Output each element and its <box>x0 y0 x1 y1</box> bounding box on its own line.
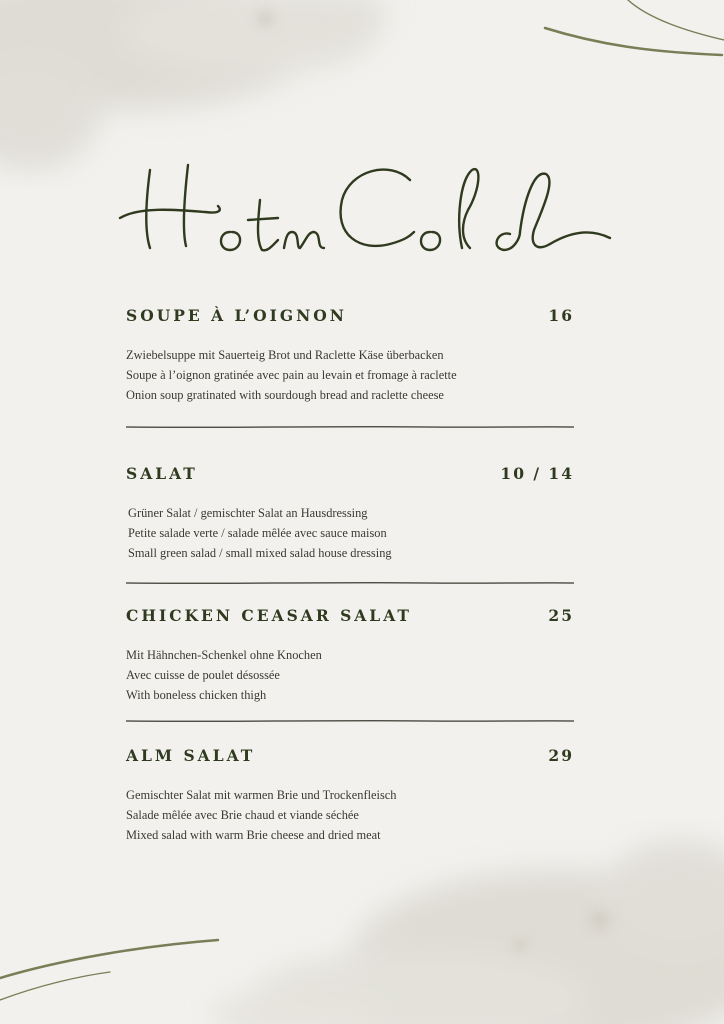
item-name: CHICKEN CEASAR SALAT <box>126 606 412 625</box>
bottom-right-wash <box>210 840 724 1024</box>
description-line-de: Grüner Salat / gemischter Salat an Hausdressing <box>128 506 368 520</box>
item-price: 25 <box>548 606 574 625</box>
item-description <box>126 503 574 563</box>
description-line-en: Onion soup gratinated with sourdough bread and raclette cheese <box>126 388 444 402</box>
divider <box>126 424 574 430</box>
menu-item <box>126 306 574 405</box>
description-line-en: Small green salad / small mixed salad house dressing <box>128 546 392 560</box>
description-line-fr: Salade mêlée avec Brie chaud et viande séchée <box>126 808 359 822</box>
item-description <box>126 645 574 705</box>
description-line-fr: Soupe à l’oignon gratinée avec pain au levain et fromage à raclette <box>126 368 457 382</box>
divider <box>126 718 574 724</box>
description-line-en: Mixed salad with warm Brie cheese and dried meat <box>126 828 381 842</box>
item-description <box>126 345 574 405</box>
description-line-de: Gemischter Salat mit warmen Brie und Trockenfleisch <box>126 788 397 802</box>
brush-stroke-top-right <box>545 0 724 55</box>
item-price: 29 <box>548 746 574 765</box>
menu-title-logo <box>110 140 620 270</box>
description-line-de: Mit Hähnchen-Schenkel ohne Knochen <box>126 648 322 662</box>
item-description <box>126 785 574 845</box>
menu-item <box>126 464 574 563</box>
item-name: ALM SALAT <box>126 746 256 765</box>
brush-stroke-bottom-left <box>0 940 218 1000</box>
item-name: SALAT <box>126 464 198 483</box>
item-name: SOUPE À L’OIGNON <box>126 306 347 325</box>
item-price: 16 <box>548 306 574 325</box>
description-line-fr: Petite salade verte / salade mêlée avec sauce maison <box>128 526 387 540</box>
description-line-fr: Avec cuisse de poulet désossée <box>126 668 280 682</box>
divider <box>126 580 574 586</box>
description-line-de: Zwiebelsuppe mit Sauerteig Brot und Raclette Käse überbacken <box>126 348 444 362</box>
menu-item <box>126 746 574 845</box>
item-price: 10 / 14 <box>500 464 574 483</box>
description-line-en: With boneless chicken thigh <box>126 688 267 702</box>
menu-item <box>126 606 574 705</box>
